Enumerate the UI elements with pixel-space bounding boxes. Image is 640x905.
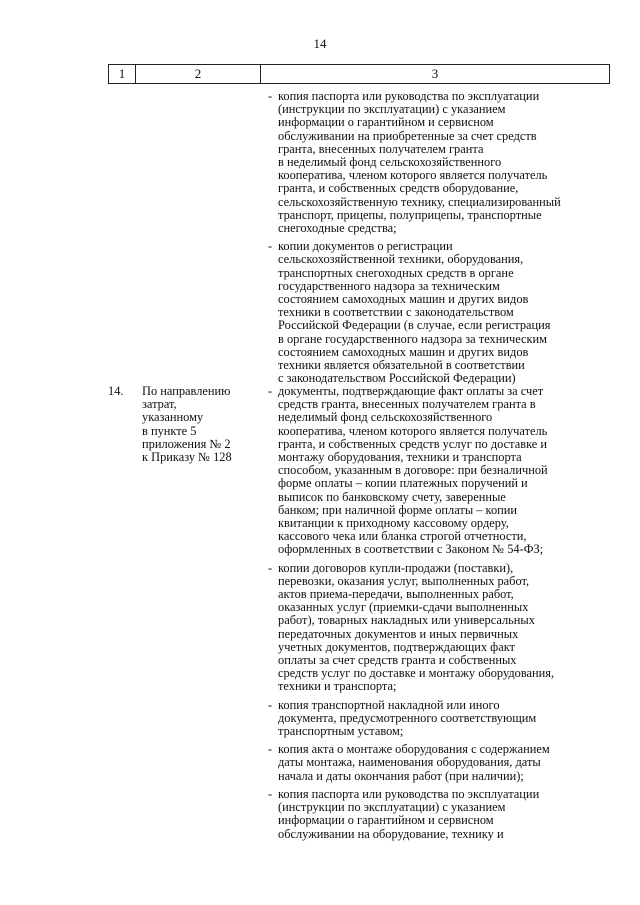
text-line: техники в соответствии с законодательством — [278, 305, 514, 320]
text-line: оплаты за счет средств гранта и собственных — [278, 653, 517, 668]
column-header-1: 1 — [109, 65, 136, 84]
text-line: обслуживании на оборудование, технику и — [278, 826, 504, 841]
list-dash: - — [268, 239, 273, 254]
text-line: в неделимый фонд сельскохозяйственного — [278, 155, 502, 170]
text-line: сельскохозяйственной техники, оборудования, — [278, 252, 524, 267]
text-line: к Приказу № 128 — [142, 450, 232, 465]
column-header-3: 3 — [261, 65, 610, 84]
text-line: форме оплаты – копии платежных поручений и — [278, 476, 528, 491]
text-line: гранта, и собственных средств оборудование, — [278, 181, 519, 196]
list-item — [266, 385, 612, 557]
text-line: указанному — [142, 410, 204, 425]
list-item — [266, 788, 612, 841]
text-line: гранта, внесенных получателем гранта — [278, 141, 484, 156]
column-header-2: 2 — [136, 65, 261, 84]
text-line: банком; при наличной форме оплаты – копии — [278, 502, 518, 517]
text-line: (инструкции по эксплуатации) с указанием — [278, 800, 506, 815]
text-line: копии документов о регистрации — [278, 239, 453, 254]
list-dash: - — [268, 786, 273, 801]
cost-direction — [142, 385, 262, 464]
text-line: (инструкции по эксплуатации) с указанием — [278, 102, 506, 117]
text-line: способом, указанным в договоре: при безналичной — [278, 463, 548, 478]
text-line: передаточных документов и иных первичных — [278, 626, 519, 641]
text-line: состоянием самоходных машин и других видов — [278, 344, 529, 359]
text-line: монтажу оборудования, техники и транспорта — [278, 450, 522, 465]
text-line: неделимый фонд сельскохозяйственного — [278, 410, 493, 425]
text-line: оказанных услуг (приемки-сдачи выполненных — [278, 600, 529, 615]
text-line: По направлению — [142, 384, 231, 398]
text-line: средств услуг по доставке и монтажу оборудования, — [278, 666, 555, 681]
list-item — [266, 90, 612, 235]
text-line: кооператива, членом которого является получатель — [278, 168, 548, 183]
text-line: начала и даты окончания работ (при наличии); — [278, 768, 524, 783]
text-line: снегоходные средства; — [278, 221, 397, 236]
text-line: транспортных снегоходных средств в органе — [278, 265, 514, 280]
text-line: даты монтажа, наименования оборудования, даты — [278, 755, 541, 770]
text-line: информации о гарантийном и сервисном — [278, 115, 494, 130]
text-line: кооператива, членом которого является получатель — [278, 423, 548, 438]
text-line: сельскохозяйственную технику, специализированный — [278, 194, 561, 209]
text-line: затрат, — [142, 397, 177, 412]
table-header — [108, 64, 610, 84]
text-line: копии договоров купли-продажи (поставки), — [278, 560, 514, 575]
text-line: транспорт, прицепы, полуприцепы, транспортные — [278, 207, 542, 222]
text-line: учетных документов, подтверждающих факт — [278, 639, 515, 654]
document-list — [266, 90, 612, 390]
text-line: копия акта о монтаже оборудования с содержанием — [278, 742, 550, 757]
text-line: документы, подтверждающие факт оплаты за счет — [278, 384, 544, 398]
text-line: копия паспорта или руководства по эксплуатации — [278, 786, 540, 801]
text-line: в органе государственного надзора за техническим — [278, 331, 548, 346]
text-line: состоянием самоходных машин и других видов — [278, 292, 529, 307]
list-dash: - — [268, 560, 273, 575]
text-line: актов приема-передачи, выполненных работ, — [278, 587, 514, 602]
list-item — [266, 699, 612, 739]
text-line: квитанции к приходному кассовому ордеру, — [278, 516, 509, 531]
text-line: техники и транспорта; — [278, 679, 397, 694]
text-line: Российской Федерации (в случае, если регистрация — [278, 318, 551, 333]
text-line: копия транспортной накладной или иного — [278, 697, 500, 712]
list-dash: - — [268, 742, 273, 757]
text-line: с законодательством Российской Федерации) — [278, 371, 516, 386]
text-line: выписок по банковскому счету, заверенные — [278, 489, 506, 504]
text-line: информации о гарантийном и сервисном — [278, 813, 494, 828]
text-line: оформленных в соответствии с Законом № 54-ФЗ; — [278, 542, 544, 557]
list-item — [266, 743, 612, 783]
list-dash: - — [268, 697, 273, 712]
text-line: кассового чека или бланка строгой отчетности, — [278, 529, 527, 544]
text-line: копия паспорта или руководства по эксплуатации — [278, 89, 540, 103]
text-line: государственного надзора за техническим — [278, 278, 500, 293]
text-line: средств гранта, внесенных получателем гранта в — [278, 397, 536, 412]
document-list — [266, 385, 612, 846]
list-dash: - — [268, 89, 273, 103]
list-dash: - — [268, 384, 273, 398]
text-line: транспортным уставом; — [278, 724, 404, 739]
text-line: работ), товарных накладных или универсальных — [278, 613, 535, 628]
text-line: гранта, и собственных средств услуг по доставке и — [278, 436, 548, 451]
text-line: обслуживании на приобретенные за счет средств — [278, 128, 537, 143]
page-number: 14 — [313, 36, 327, 51]
text-line: приложения № 2 — [142, 436, 231, 451]
text-line: документа, предусмотренного соответствующим — [278, 710, 537, 725]
text-line: в пункте 5 — [142, 423, 197, 438]
list-item — [266, 562, 612, 694]
list-item — [266, 240, 612, 385]
row-number: 14. — [108, 384, 124, 398]
text-line: перевозки, оказания услуг, выполненных работ, — [278, 573, 530, 588]
text-line: техники является обязательной в соответствии — [278, 358, 525, 373]
